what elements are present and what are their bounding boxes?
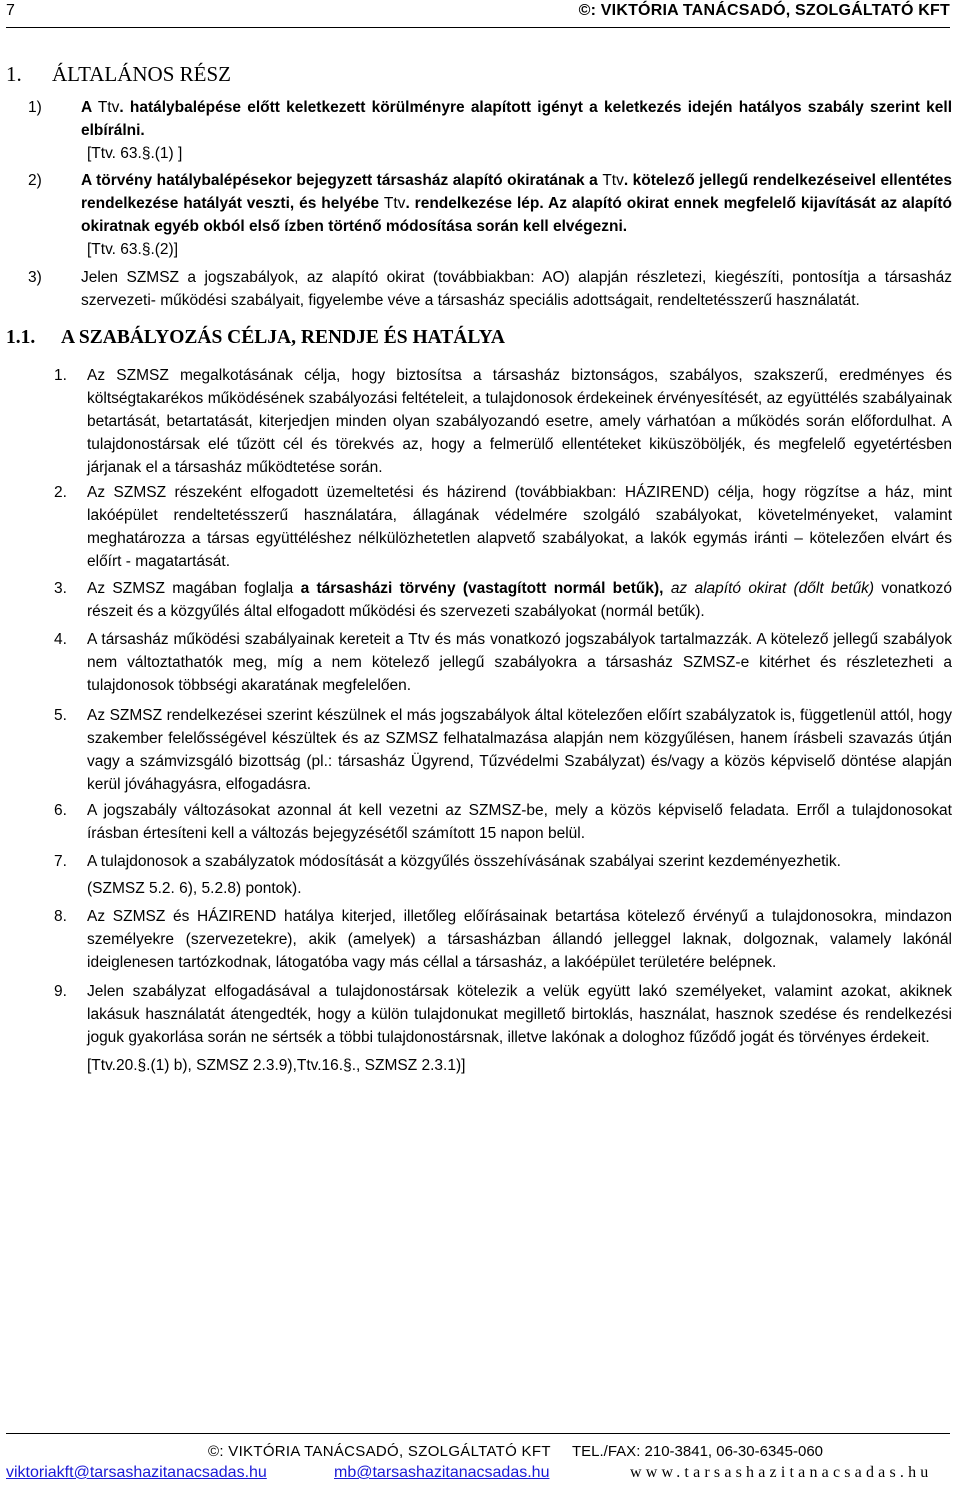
list-item: [6, 364, 952, 479]
paragraph-text: A: [81, 99, 98, 116]
item-text: Az SZMSZ magában foglalja: [87, 580, 301, 597]
item-text: A jogszabály változásokat azonnal át kell vezetni az SZMSZ-be, mely a közös képviselő feladata. Erről a tulajdonosokat írásban értesíteni kell a változás bejegyzésétől számított 15 napon belül.: [87, 802, 952, 842]
list-item: [6, 628, 952, 697]
list-item: [6, 905, 952, 974]
item-text: A társasház működési szabályainak kereteit a Ttv és más vonatkozó jogszabályok tartalmazzák. A kötelező jellegű szabályok nem változtathatók meg, míg a nem kötelező jellegű szabályokra a társasház SZMSZ-e kitérhet és részletezheti a tulajdonosok többségi akaratának megfelelően.: [87, 631, 952, 694]
subsection-heading: [6, 327, 505, 349]
paragraph-1: [28, 96, 952, 142]
paragraph-text: . rendelkezése lép. Az alapító okirat ennek megfelelő kijavítását az alapító okiratnak egyéb okból első ízben történő módosítása során kell elvégezni.: [81, 195, 952, 235]
legal-reference: (SZMSZ 5.2. 6), 5.2.8) pontok).: [87, 880, 302, 897]
footer-website-link[interactable]: www.tarsashazitanacsadas.hu: [630, 1464, 933, 1481]
item-number: 3.: [54, 580, 67, 597]
legal-reference: [Ttv.20.§.(1) b), SZMSZ 2.3.9),Ttv.16.§., SZMSZ 2.3.1)]: [87, 1057, 466, 1074]
header-copyright: ©: VIKTÓRIA TANÁCSADÓ, SZOLGÁLTATÓ KFT: [578, 2, 950, 19]
item-number: 9.: [54, 983, 67, 1000]
paragraph-number: 2): [28, 172, 42, 189]
paragraph-3: [28, 266, 952, 312]
list-item: [6, 980, 952, 1049]
item-number: 2.: [54, 484, 67, 501]
item-text: Az SZMSZ és HÁZIREND hatálya kiterjed, illetőleg előírásainak betartása kötelező érvényű a tulajdonosokra, mindazon személyekre (szervezetekre), akik (amelyek) a társasházban állandó jelleggel laknak, dolgoznak, valamely lakónál ideiglenesen tartózkodnak, látogatóba vagy más céllal a társasház, a lakóépület területére belépnek.: [87, 908, 952, 971]
paragraph-text: Jelen SZMSZ a jogszabályok, az alapító okirat (továbbiakban: AO) alapján részletezi, kiegészíti, pontosítja a társasház szervezeti- működési szabályait, figyelembe véve a társasház speciális adottságait, rendeltetésszerű használatát.: [81, 269, 952, 309]
legal-reference: [Ttv. 63.§.(2)]: [87, 241, 179, 258]
subsection-number: 1.1.: [6, 327, 36, 348]
list-item: [6, 850, 952, 873]
item-text: Az SZMSZ részeként elfogadott üzemeltetési és házirend (továbbiakban: HÁZIREND) célja, hogy rögzítse a ház, mint lakóépület rendeltetésszerű használatára, állagának védelmére szolgáló szabályokat, követelményeket, valamint meghatározza a társas együttéléshez nélkülözhetetlen alapvető szabályokat, a lakók egymás iránti – kötelezően elvárt és előírt - magatartását.: [87, 484, 952, 570]
paragraph-text: Ttv: [97, 99, 120, 116]
footer-email-link[interactable]: viktoriakft@tarsashazitanacsadas.hu: [6, 1464, 267, 1481]
legal-reference: [Ttv. 63.§.(1) ]: [87, 145, 183, 162]
item-text-italic: az alapító okirat (dőlt betűk): [670, 580, 875, 597]
item-text: vonatkozó részeit és a közgyűlés által elfogadott működési és szervezeti szabályokat (normál betűk).: [87, 580, 953, 620]
item-text: Jelen szabályzat elfogadásával a tulajdonostársak kötelezik a velük együtt lakó személyeket, valamint azokat, akiknek lakásuk használatát átengedték, hogy a külön tulajdonukat megillető birtoklás, használat, hasznok szedése és rendelkezési joguk gyakorlása során ne sértsék a többi tulajdonostársnak, illetve lakónak a dologhoz fűződő jogát és törvényes érdekeit.: [87, 983, 952, 1046]
item-number: 4.: [54, 631, 67, 648]
page-header: [6, 0, 950, 28]
item-number: 5.: [54, 707, 67, 724]
subsection-title: A SZABÁLYOZÁS CÉLJA, RENDJE ÉS HATÁLYA: [61, 327, 505, 348]
footer-email-link[interactable]: mb@tarsashazitanacsadas.hu: [334, 1464, 550, 1481]
paragraph-text: A törvény hatálybalépésekor bejegyzett társasház alapító okiratának a: [81, 172, 603, 189]
item-text: [664, 580, 671, 597]
item-text: Az SZMSZ megalkotásának célja, hogy biztosítsa a társasház biztonságos, szabályos, szakszerű, eredményes és költségtakarékos működésének szabályozási feltételeit, a tulajdonosok érdekeinek érvényesítését, az együttélés szabályainak betartását, betartatását, kiterjedjen minden olyan szabályozandó esetre, amely várhatóan a működés során előfordulhat. A tulajdonostársak elé tűzött cél és törekvés az, hogy a felmerülő ellentéteket kiküszöböljék, és megfelelő egyetértésben járjanak el a társasház működtetése során.: [87, 367, 952, 476]
footer-phone: TEL./FAX: 210-3841, 06-30-6345-060: [572, 1443, 824, 1460]
item-text-bold: a társasházi törvény (vastagított normál betűk),: [300, 580, 664, 597]
list-item: [6, 704, 952, 796]
paragraph-text: . hatálybalépése előtt keletkezett körülményre alapított igényt a keletkezés idején hatályos szabály szerint kell elbírálni.: [81, 99, 952, 139]
item-text: Az SZMSZ rendelkezései szerint készülnek el más jogszabályok által kötelezően előírt szabályzatok is, függetlenül attól, hogy szakember felelősségével készültek és az SZMSZ felhatalmazása alapján nem közgyűlésen, hanem írásbeli szavazás útján vagy a számvizsgáló bizottság (pl.: társasház Ügyrend, Tűzvédelmi Szabályzat) és/vagy a közös képviselő döntése alapján kerül jóváhagyásra, elfogadásra.: [87, 707, 952, 793]
list-item: [6, 577, 952, 623]
list-item: [6, 799, 952, 845]
paragraph-text: Ttv: [383, 195, 406, 212]
paragraph-2: [28, 169, 952, 238]
section-number: 1.: [6, 62, 22, 86]
section-title: ÁLTALÁNOS RÉSZ: [52, 62, 231, 86]
paragraph-text: Ttv: [602, 172, 624, 189]
item-number: 8.: [54, 908, 67, 925]
item-number: 6.: [54, 802, 67, 819]
page-number: 7: [6, 2, 15, 19]
footer-copyright: ©: VIKTÓRIA TANÁCSADÓ, SZOLGÁLTATÓ KFT: [208, 1443, 551, 1460]
item-number: 7.: [54, 853, 67, 870]
paragraph-number: 3): [28, 269, 42, 286]
footer-divider: [6, 1433, 950, 1434]
item-number: 1.: [54, 367, 67, 384]
section-heading: [6, 62, 231, 87]
paragraph-number: 1): [28, 99, 42, 116]
paragraph-text: . kötelező jellegű rendelkezéseivel ellentétes rendelkezése hatályát veszti, és helyébe: [81, 172, 952, 212]
item-text: A tulajdonosok a szabályzatok módosítását a közgyűlés összehívásának szabályai szerint kezdeményezhetik.: [87, 853, 841, 870]
list-item: [6, 481, 952, 573]
